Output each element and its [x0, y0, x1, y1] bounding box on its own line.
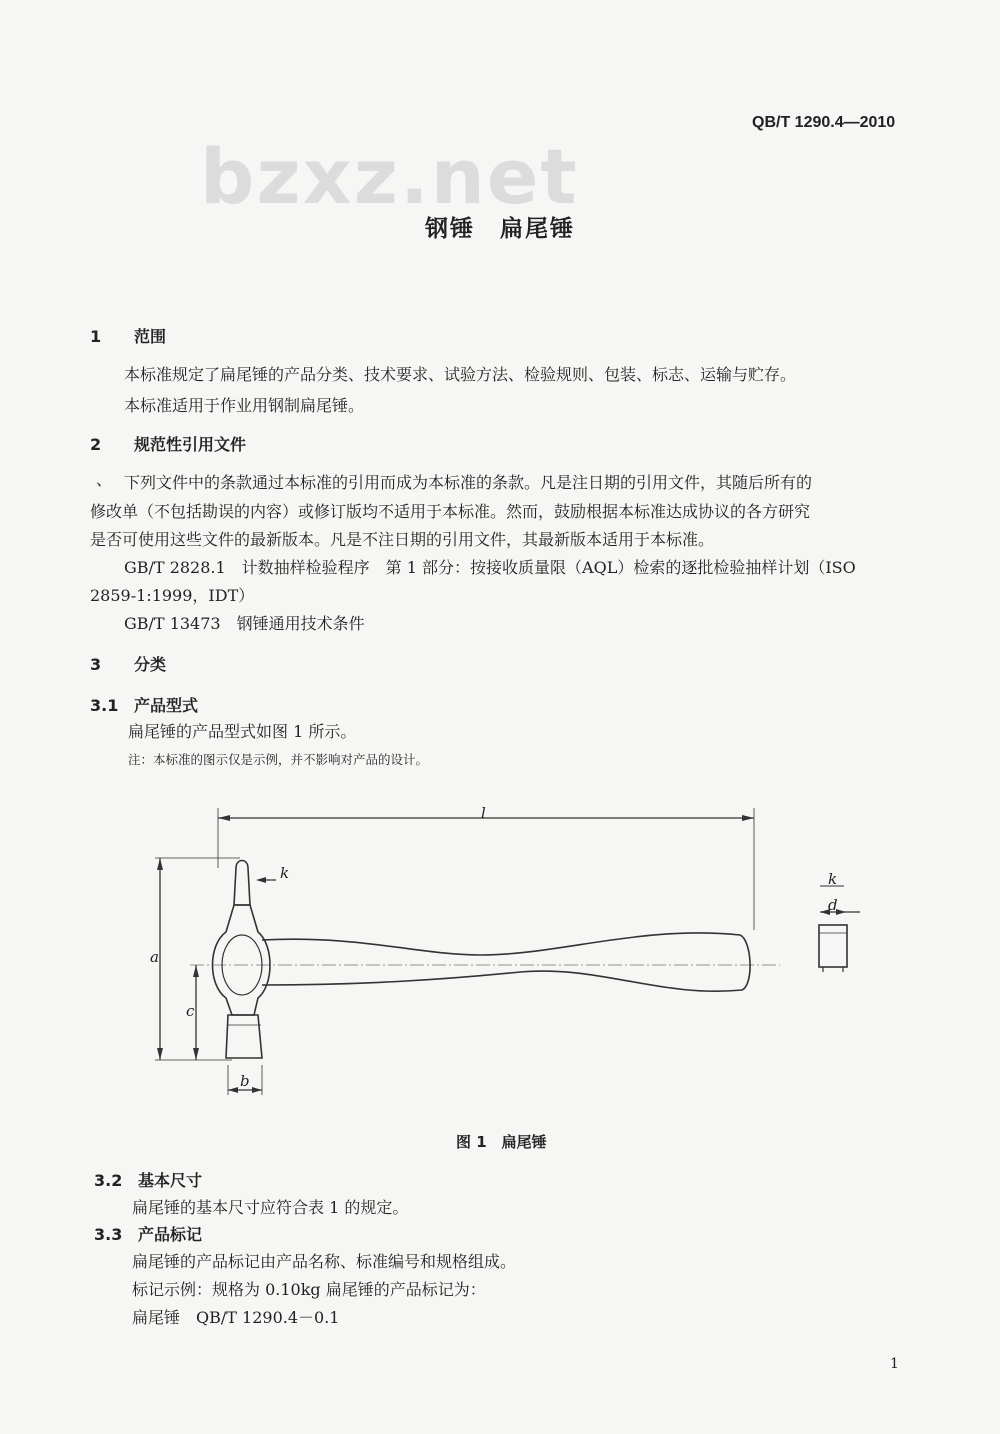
section-number: 3 [90, 655, 102, 674]
section-title: 基本尺寸 [138, 1171, 203, 1190]
paragraph: 下列文件中的条款通过本标准的引用而成为本标准的条款。凡是注日期的引用文件，其随后所有的 [124, 473, 813, 492]
section-number: 3.3 [94, 1225, 123, 1244]
section-title: 产品型式 [134, 696, 199, 715]
reference-item: GB/T 13473 钢锤通用技术条件 [124, 614, 365, 633]
section-3-3-heading [94, 1222, 202, 1245]
paragraph: 本标准适用于作业用钢制扁尾锤。 [124, 396, 365, 415]
section-title: 分类 [134, 655, 167, 674]
reference-item: GB/T 2828.1 计数抽样检验程序 第 1 部分：按接收质量限（AQL）检索的逐批检验抽样计划（ISO [124, 558, 856, 577]
hammer-tail [234, 861, 250, 906]
paragraph: 扁尾锤的产品标记由产品名称、标准编号和规格组成。 [132, 1252, 517, 1271]
page-number: 1 [890, 1356, 899, 1372]
section-title: 产品标记 [138, 1225, 203, 1244]
standard-number: QB/T 1290.4—2010 [752, 114, 896, 131]
hammer-handle [262, 933, 750, 991]
hammer-face [226, 1015, 262, 1058]
watermark: bzxz.net [200, 132, 579, 221]
paragraph: 标记示例：规格为 0.10kg 扁尾锤的产品标记为： [132, 1280, 486, 1299]
section-number: 1 [90, 327, 102, 346]
label-k-right: k [828, 870, 838, 888]
label-d: d [828, 896, 838, 914]
figure-caption: 图 1 扁尾锤 [456, 1133, 547, 1151]
page-title: 钢锤 扁尾锤 [425, 216, 575, 242]
section-title: 范围 [134, 327, 167, 346]
label-l: l [481, 804, 486, 822]
paragraph: 修改单（不包括勘误的内容）或修订版均不适用于本标准。然而，鼓励根据本标准达成协议的各方研究 [90, 502, 811, 521]
paragraph: 本标准规定了扁尾锤的产品分类、技术要求、试验方法、检验规则、包装、标志、运输与贮存。 [124, 365, 797, 384]
paragraph: 扁尾锤的产品型式如图 1 所示。 [128, 722, 357, 741]
note: 注：本标准的图示仅是示例，并不影响对产品的设计。 [128, 752, 429, 767]
label-b: b [240, 1072, 250, 1090]
product-mark-example: 扁尾锤 QB/T 1290.4－0.1 [132, 1308, 340, 1327]
section-3-2-heading [94, 1168, 202, 1191]
section-number: 2 [90, 435, 102, 454]
label-a: a [150, 948, 159, 966]
section-number: 3.1 [90, 696, 119, 715]
paragraph: 是否可使用这些文件的最新版本。凡是不注日期的引用文件，其最新版本适用于本标准。 [90, 530, 715, 549]
paragraph: 扁尾锤的基本尺寸应符合表 1 的规定。 [132, 1198, 409, 1217]
reference-item-cont: 2859-1:1999，IDT） [90, 586, 255, 605]
section-title: 规范性引用文件 [134, 435, 247, 454]
label-c: c [186, 1002, 195, 1020]
label-k-left: k [280, 864, 290, 882]
hammer-side-view [819, 925, 847, 967]
stray-mark: 、 [96, 470, 113, 489]
section-number: 3.2 [94, 1171, 123, 1190]
